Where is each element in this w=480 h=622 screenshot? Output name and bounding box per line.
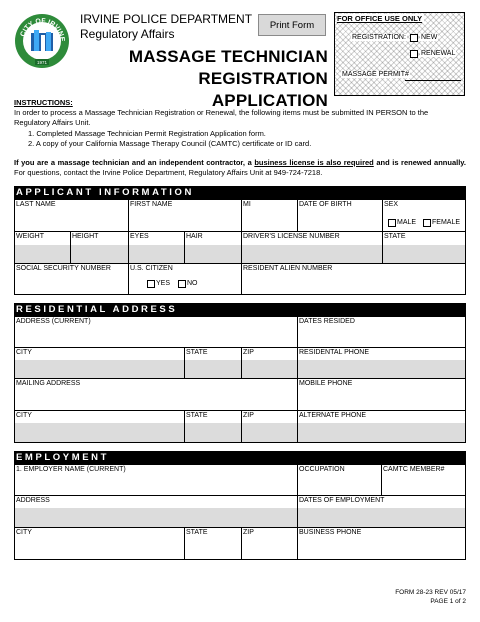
note-bold-end: and is renewed annually.	[373, 158, 466, 167]
state-cell[interactable]	[185, 348, 242, 378]
office-use-box	[334, 12, 465, 96]
employer-address-label: ADDRESS	[16, 497, 50, 504]
office-use-title: FOR OFFICE USE ONLY	[337, 14, 423, 23]
employer-state-label: STATE	[186, 529, 208, 536]
mi-cell[interactable]	[242, 200, 298, 231]
form-title-line2: REGISTRATION APPLICATION	[198, 69, 328, 110]
office-renewal-label: RENEWAL	[421, 50, 456, 57]
eyes-cell[interactable]	[129, 232, 185, 263]
business-license-note	[14, 158, 466, 178]
residential-grid	[14, 317, 466, 443]
drivers-license-label: DRIVER'S LICENSE NUMBER	[243, 233, 340, 240]
weight-label: WEIGHT	[16, 233, 44, 240]
department-name: IRVINE POLICE DEPARTMENT	[80, 12, 253, 26]
hair-cell[interactable]	[185, 232, 242, 263]
residential-section-header: RESIDENTIAL ADDRESS	[14, 303, 466, 317]
zip-label: ZIP	[243, 349, 254, 356]
business-phone-label: BUSINESS PHONE	[299, 529, 362, 536]
last-name-label: LAST NAME	[16, 201, 56, 208]
instructions-intro: In order to process a Massage Technician Registration or Renewal, the following items must be submitted IN PERSON to the Regulatory Affairs Unit.	[14, 108, 429, 128]
employer-name-label: 1. EMPLOYER NAME (CURRENT)	[16, 466, 126, 473]
instructions-heading: INSTRUCTIONS:	[14, 98, 73, 107]
svg-text:CITY OF IRVINE: CITY OF IRVINE	[19, 17, 66, 42]
occupation-label: OCCUPATION	[299, 466, 345, 473]
employer-state-cell[interactable]	[185, 528, 242, 559]
page-number: PAGE 1 of 2	[430, 598, 466, 605]
citizen-yes-checkbox[interactable]	[147, 280, 155, 288]
residential-row-1	[15, 317, 465, 348]
office-renewal-checkbox[interactable]	[410, 50, 418, 58]
mailing-state-cell[interactable]	[185, 411, 242, 442]
zip-cell[interactable]	[242, 348, 298, 378]
employment-dates-cell[interactable]	[298, 496, 465, 527]
mailing-address-cell[interactable]	[15, 379, 298, 410]
mailing-city-label: CITY	[16, 412, 32, 419]
employment-grid	[14, 465, 466, 560]
mi-label: MI	[243, 201, 251, 208]
dl-state-label: STATE	[384, 233, 406, 240]
residential-row-4	[15, 411, 465, 443]
first-name-cell[interactable]	[129, 200, 242, 231]
dates-resided-label: DATES RESIDED	[299, 318, 355, 325]
employer-zip-cell[interactable]	[242, 528, 298, 559]
city-label: CITY	[16, 349, 32, 356]
employer-name-cell[interactable]	[15, 465, 298, 495]
dob-label: DATE OF BIRTH	[299, 201, 352, 208]
employer-city-cell[interactable]	[15, 528, 185, 559]
citizen-yes-label: YES	[156, 280, 171, 287]
mailing-state-label: STATE	[186, 412, 208, 419]
applicant-section-header: APPLICANT INFORMATION	[14, 186, 466, 200]
applicant-grid	[14, 200, 466, 295]
mailing-city-cell[interactable]	[15, 411, 185, 442]
state-label: STATE	[186, 349, 208, 356]
mailing-address-label: MAILING ADDRESS	[16, 380, 81, 387]
dob-cell[interactable]	[298, 200, 383, 231]
note-contact: For questions, contact the Irvine Police Department, Regulatory Affairs Unit at 949-724-7218.	[14, 168, 323, 178]
city-cell[interactable]	[15, 348, 185, 378]
female-label: FEMALE	[432, 219, 461, 226]
dates-resided-cell[interactable]	[298, 317, 465, 347]
employer-address-cell[interactable]	[15, 496, 298, 527]
alternate-phone-cell[interactable]	[298, 411, 465, 442]
mobile-phone-cell[interactable]	[298, 379, 465, 410]
form-number: FORM 28-23 REV 05/17	[395, 589, 466, 596]
alien-number-cell[interactable]	[242, 264, 465, 294]
residential-phone-cell[interactable]	[298, 348, 465, 378]
citizen-no-checkbox[interactable]	[178, 280, 186, 288]
alternate-phone-label: ALTERNATE PHONE	[299, 412, 367, 419]
employer-zip-label: ZIP	[243, 529, 254, 536]
height-label: HEIGHT	[72, 233, 99, 240]
last-name-cell[interactable]	[15, 200, 129, 231]
camtc-member-cell[interactable]	[382, 465, 465, 495]
drivers-license-cell[interactable]	[242, 232, 383, 263]
form-title-line1: MASSAGE TECHNICIAN	[128, 47, 328, 66]
applicant-row-1	[15, 200, 465, 232]
employment-row-1	[15, 465, 465, 496]
print-form-button[interactable]: Print Form	[258, 14, 326, 36]
male-label: MALE	[397, 219, 417, 226]
current-address-label: ADDRESS (CURRENT)	[16, 318, 91, 325]
applicant-row-3	[15, 264, 465, 295]
current-address-cell[interactable]	[15, 317, 298, 347]
eyes-label: EYES	[130, 233, 149, 240]
height-cell[interactable]	[71, 232, 129, 263]
massage-permit-line[interactable]	[405, 80, 461, 81]
residential-phone-label: RESIDENTAL PHONE	[299, 349, 370, 356]
registration-label: REGISTRATION:	[352, 34, 406, 41]
employment-row-3	[15, 528, 465, 560]
female-checkbox[interactable]	[423, 219, 431, 227]
mailing-zip-cell[interactable]	[242, 411, 298, 442]
ssn-label: SOCIAL SECURITY NUMBER	[16, 265, 111, 272]
employer-city-label: CITY	[16, 529, 32, 536]
us-citizen-cell	[129, 264, 242, 294]
hair-label: HAIR	[186, 233, 203, 240]
sex-label: SEX	[384, 201, 399, 208]
office-new-label: NEW	[421, 34, 438, 41]
residential-row-3	[15, 379, 465, 411]
residential-row-2	[15, 348, 465, 379]
weight-cell[interactable]	[15, 232, 71, 263]
first-name-label: FIRST NAME	[130, 201, 173, 208]
employment-row-2	[15, 496, 465, 528]
alien-number-label: RESIDENT ALIEN NUMBER	[243, 265, 333, 272]
citizen-no-label: NO	[187, 280, 198, 287]
note-bold-start: If you are a massage technician and an independent contractor, a	[14, 158, 255, 167]
massage-permit-label: MASSAGE PERMIT#	[342, 71, 409, 78]
instructions-item-2: 2. A copy of your California Massage Therapy Council (CAMTC) certificate or ID card.	[28, 138, 312, 148]
instructions-block	[14, 98, 466, 149]
mailing-zip-label: ZIP	[243, 412, 254, 419]
department-subtitle: Regulatory Affairs	[80, 27, 175, 41]
us-citizen-label: U.S. CITIZEN	[130, 265, 173, 272]
male-checkbox[interactable]	[388, 219, 396, 227]
sex-cell	[383, 200, 465, 231]
camtc-member-label: CAMTC MEMBER#	[383, 466, 445, 473]
employment-section-header: EMPLOYMENT	[14, 451, 466, 465]
business-license-link: business license is also required	[254, 158, 374, 167]
applicant-row-2	[15, 232, 465, 264]
mobile-phone-label: MOBILE PHONE	[299, 380, 353, 387]
instructions-item-1: 1. Completed Massage Technician Permit Registration Application form.	[28, 128, 266, 138]
dl-state-cell[interactable]	[383, 232, 465, 263]
svg-text:1971: 1971	[36, 60, 48, 65]
office-new-checkbox[interactable]	[410, 34, 418, 42]
employment-dates-label: DATES OF EMPLOYMENT	[299, 497, 385, 504]
city-seal-logo	[14, 13, 70, 69]
occupation-cell[interactable]	[298, 465, 382, 495]
business-phone-cell[interactable]	[298, 528, 465, 559]
ssn-cell[interactable]	[15, 264, 129, 294]
